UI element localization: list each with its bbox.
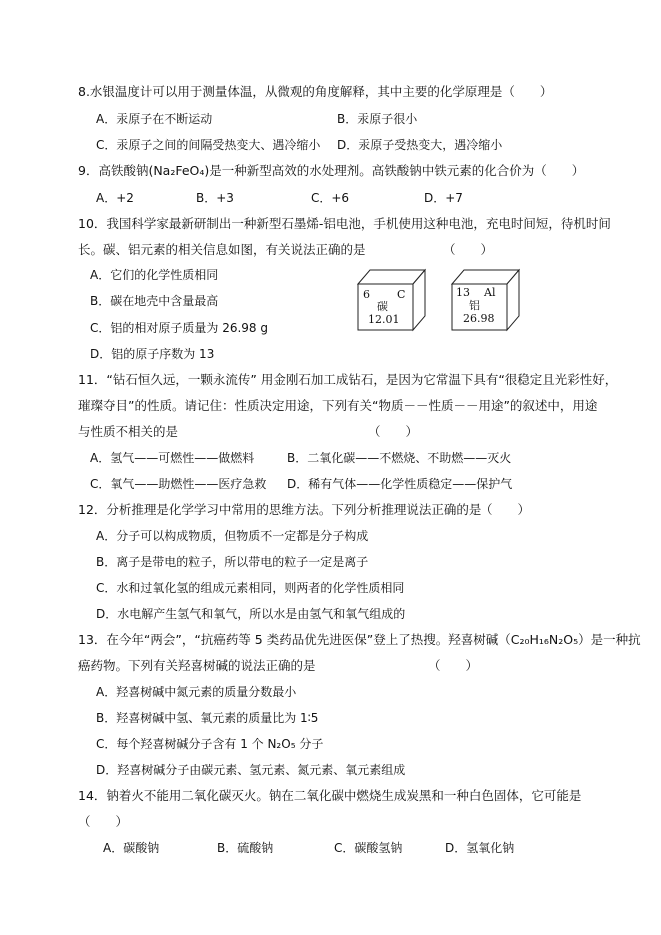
q14-option-b: B．硫酸钠: [217, 841, 274, 855]
q11-option-c: C．氧气——助燃性——医疗急救: [90, 477, 267, 491]
q14-option-a: A．碳酸钠: [103, 841, 160, 855]
q9-option-a: A．+2: [96, 191, 134, 205]
q8-option-a: A．汞原子在不断运动: [96, 112, 213, 126]
q14-option-c: C．碳酸氢钠: [334, 841, 403, 855]
aluminum-symbol: Al: [484, 286, 496, 299]
aluminum-atomic-number: 13: [456, 286, 470, 299]
q10-answer-bracket: （ ）: [443, 242, 494, 257]
q13-option-a: A．羟喜树碱中氮元素的质量分数最小: [96, 685, 297, 699]
q13-answer-bracket: （ ）: [428, 658, 479, 673]
q10-option-d: D．铝的原子序数为 13: [90, 347, 215, 361]
q9-option-b: B．+3: [196, 191, 234, 205]
carbon-atomic-mass: 12.01: [368, 313, 400, 326]
q12-option-c: C．水和过氧化氢的组成元素相同，则两者的化学性质相同: [96, 581, 405, 595]
aluminum-atomic-mass: 26.98: [463, 312, 495, 325]
q10-option-a: A．它们的化学性质相同: [90, 268, 219, 282]
q10-option-b: B．碳在地壳中含量最高: [90, 294, 219, 308]
q14-answer-bracket: （ ）: [78, 814, 129, 829]
q11-stem-line2: 璀璨夺目”的性质。请记住：性质决定用途，下列有关“物质－－性质－－用途”的叙述中，用途: [78, 398, 598, 413]
q12-answer-bracket: （ ）: [480, 502, 531, 517]
q12-option-b: B．离子是带电的粒子，所以带电的粒子一定是离子: [96, 555, 369, 569]
q13-stem-line2: 癌药物。下列有关羟喜树碱的说法正确的是: [78, 658, 316, 673]
aluminum-name: 铝: [469, 299, 480, 312]
q11-option-b: B．二氧化碳——不燃烧、不助燃——灭火: [287, 451, 512, 465]
q11-option-d: D．稀有气体——化学性质稳定——保护气: [287, 477, 513, 491]
carbon-name: 碳: [377, 300, 388, 313]
q13-option-c: C．每个羟喜树碱分子含有 1 个 N₂O₅ 分子: [96, 737, 324, 751]
q11-option-a: A．氢气——可燃性——做燃料: [90, 451, 255, 465]
q11-answer-bracket: （ ）: [368, 424, 419, 439]
q10-stem-line1: 10．我国科学家最新研制出一种新型石墨烯-铝电池，手机使用这种电池，充电时间短，待机时间: [78, 216, 611, 231]
q14-option-d: D．氢氧化钠: [445, 841, 515, 855]
q14-stem: 14．钠着火不能用二氧化碳灭火。钠在二氧化碳中燃烧生成炭黑和一种白色固体，它可能是: [78, 788, 582, 803]
q13-option-b: B．羟喜树碱中氢、氧元素的质量比为 1∶5: [96, 711, 319, 725]
carbon-atomic-number: 6: [363, 288, 370, 301]
q12-stem: 12．分析推理是化学学习中常用的思维方法。下列分析推理说法正确的是: [78, 502, 482, 517]
q12-option-d: D．水电解产生氢气和氧气，所以水是由氢气和氧气组成的: [96, 607, 406, 621]
q9-option-c: C．+6: [311, 191, 350, 205]
q8-option-c: C．汞原子之间的间隔受热变大、遇冷缩小: [96, 138, 321, 152]
q11-stem-line3: 与性质不相关的是: [78, 424, 179, 439]
q10-option-c: C．铝的相对原子质量为 26.98 g: [90, 321, 268, 335]
q8-stem: 8.水银温度计可以用于测量体温，从微观的角度解释，其中主要的化学原理是（ ）: [78, 84, 553, 99]
q9-stem: 9．高铁酸钠(Na₂FeO₄)是一种新型高效的水处理剂。高铁酸钠中铁元素的化合价为（ ）: [78, 163, 585, 178]
q12-option-a: A．分子可以构成物质，但物质不一定都是分子构成: [96, 529, 369, 543]
q8-option-d: D．汞原子受热变大，遇冷缩小: [337, 138, 503, 152]
q11-stem-line1: 11．“钻石恒久远，一颗永流传” 用金刚石加工成钻石，是因为它常温下具有“很稳定且光彩性好，: [78, 372, 618, 387]
q13-option-d: D．羟喜树碱分子由碳元素、氢元素、氮元素、氧元素组成: [96, 763, 406, 777]
q9-option-d: D．+7: [424, 191, 463, 205]
carbon-symbol: C: [397, 288, 406, 301]
q8-option-b: B．汞原子很小: [337, 112, 418, 126]
q10-stem-line2: 长。碳、铝元素的相关信息如图，有关说法正确的是: [78, 242, 366, 257]
q13-stem-line1: 13．在今年“两会”，“抗癌药等 5 类药品优先进医保”登上了热搜。羟喜树碱（C₂₀H₁₆N₂O₅）是一种抗: [78, 632, 641, 647]
